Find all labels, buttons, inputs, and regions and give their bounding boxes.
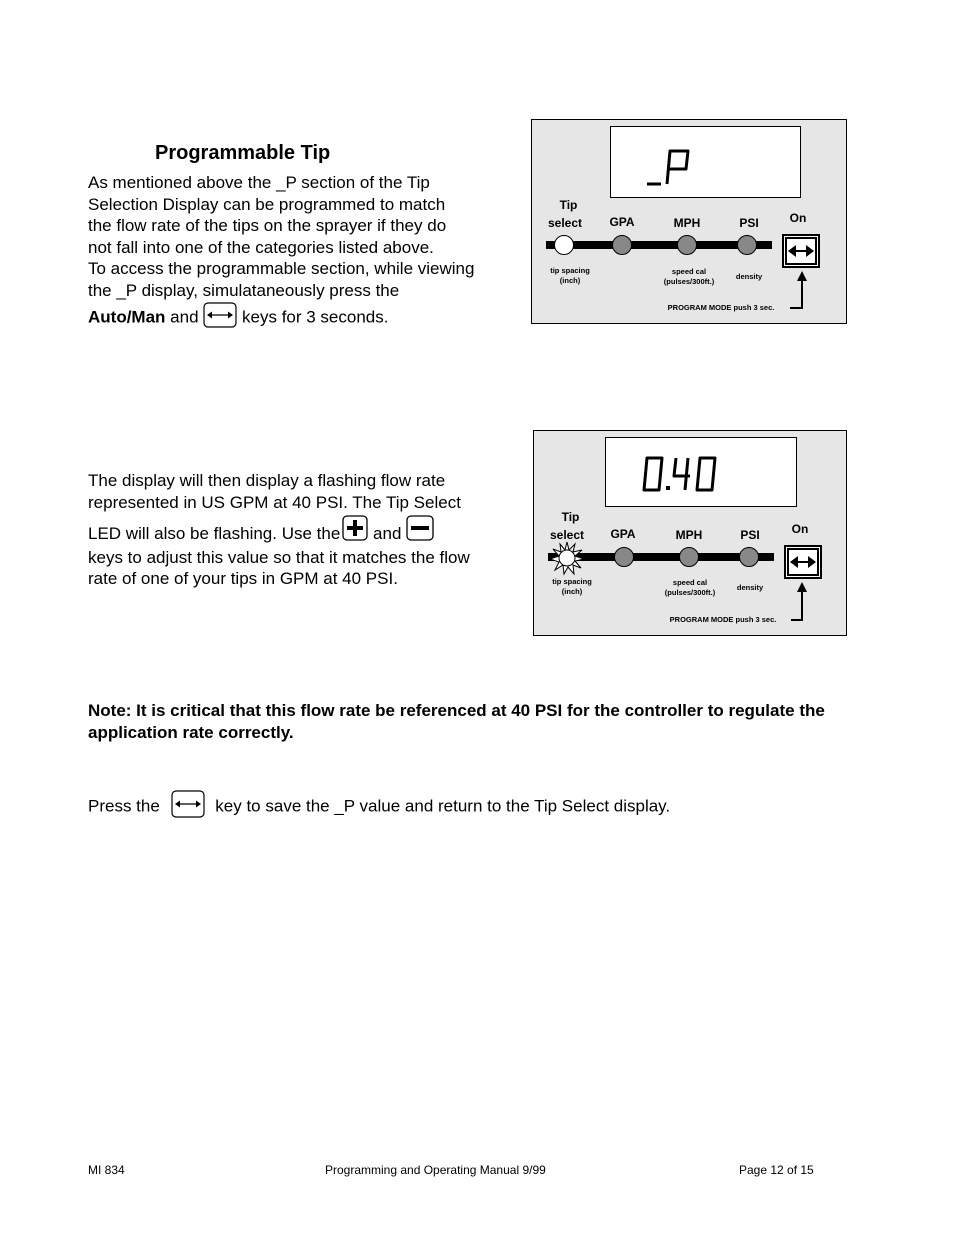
section-title: Programmable Tip [155,142,331,164]
para1-last-line [88,302,528,334]
para1-line: As mentioned above the _P section of the Tip [88,173,430,192]
para2-line-keys [88,515,528,547]
label-on: On [789,211,807,225]
press-prefix: Press the [88,796,160,816]
tip-spacing-text: tip spacing [552,577,592,586]
auto-man-key-label: Auto/Man [88,306,166,326]
inch-text: (inch) [559,276,581,285]
para1-line: To access the programmable section, while viewing [88,259,475,279]
label-program-mode: PROGRAM MODE push 3 sec. [669,615,777,624]
para1-line: the _P display, simulataneously press the [88,280,400,300]
label-psi: PSI [740,528,760,542]
label-program-mode: PROGRAM MODE push 3 sec. [667,303,775,312]
para2-line: rate of one of your tips in GPM at 40 PSI. [88,569,398,589]
label-select: select [547,216,583,230]
label-density: density [735,272,763,281]
critical-note: Note: It is critical that this flow rate be referenced at 40 PSI for the controller to regulate the application rate correctly. [88,701,825,742]
para1-line: Selection Display can be programmed to match [88,194,446,214]
double-arrow-key-icon [203,302,237,334]
para2-line: keys to adjust this value so that it matches the flow [88,547,470,567]
label-density: density [736,583,764,592]
inch-text: (inch) [561,587,583,596]
para2-line3-text: LED will also be flashing. Use the [88,524,341,544]
para1-line: not fall into one of the categories listed above. [88,237,434,257]
label-mph: MPH [673,216,701,230]
controller-panel-flow-rate [533,430,847,636]
pulses-text: (pulses/300ft.) [664,588,716,597]
program-mode-arrow-icon [534,431,846,635]
speed-cal-text: speed cal [671,267,707,276]
label-tip: Tip [561,510,580,524]
label-gpa: GPA [609,215,635,229]
footer-page-number: Page 12 of 15 [739,1163,814,1177]
label-mph: MPH [675,528,703,542]
label-on: On [791,522,809,536]
plus-key-icon [342,515,368,547]
footer-doc-id: MI 834 [88,1163,125,1177]
label-tip: Tip [559,198,578,212]
controller-panel-program-p [531,119,847,324]
para2-line: represented in US GPM at 40 PSI. The Tip Select [88,492,461,512]
tip-spacing-text: tip spacing [550,266,590,275]
intro-paragraph [88,172,528,333]
label-select: select [549,528,585,542]
program-mode-arrow-icon [532,120,846,323]
and-text: and [170,306,199,326]
keys-suffix-text: keys for 3 seconds. [242,306,389,326]
save-instruction [88,790,670,824]
speed-cal-text: speed cal [672,578,708,587]
double-arrow-key-icon [171,790,205,824]
press-suffix: key to save the _P value and return to the Tip Select display. [215,796,671,816]
label-gpa: GPA [610,527,636,541]
flow-rate-paragraph [88,470,528,590]
footer-manual-title: Programming and Operating Manual 9/99 [325,1163,546,1177]
pulses-text: (pulses/300ft.) [663,277,715,286]
para2-line: The display will then display a flashing flow rate [88,471,446,490]
para1-line: the flow rate of the tips on the sprayer if they do [88,216,447,236]
label-psi: PSI [739,216,759,230]
minus-key-icon [406,515,434,547]
and-text: and [373,524,402,544]
